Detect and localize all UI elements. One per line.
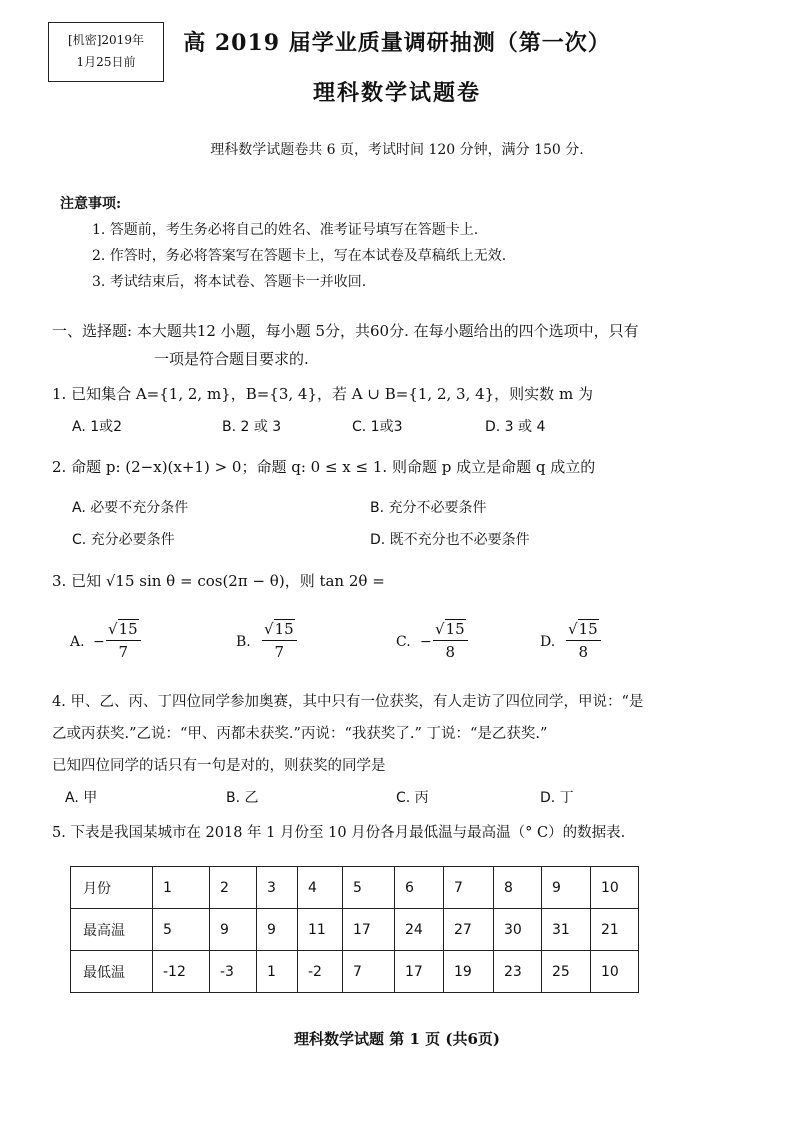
question-3-stem: 3. 已知 √15 sin θ = cos(2π − θ)，则 tan 2θ = [52, 572, 385, 590]
temperature-table [70, 866, 639, 993]
question-2-option-d: D. 既不充分也不必要条件 [370, 532, 530, 548]
question-2-option-c: C. 充分必要条件 [72, 532, 175, 548]
question-3-option-d-fraction: $\frac{√15}{8}$ [566, 620, 601, 661]
exam-info: 理科数学试题卷共 6 页，考试时间 120 分钟，满分 150 分. [210, 142, 584, 158]
question-2-option-b: B. 充分不必要条件 [370, 500, 487, 516]
table-cell: 11 [298, 909, 343, 951]
question-3-option-a-label: A. [70, 634, 85, 650]
question-3-option-d-label: D. [540, 634, 556, 650]
question-5-stem: 5. 下表是我国某城市在 2018 年 1 月份至 10 月份各月最低温与最高温（° C）的数据表. [52, 825, 626, 841]
table-cell: 25 [542, 951, 591, 993]
table-cell: 5 [153, 909, 210, 951]
section-instructions-line-2: 一项是符合题目要求的. [154, 350, 309, 368]
table-cell: -2 [298, 951, 343, 993]
question-3-option-c-radicand: 15 [445, 620, 465, 638]
question-3-option-c-label: C. [396, 634, 411, 650]
question-1-stem: 1. 已知集合 A={1, 2, m}，B={3, 4}，若 A ∪ B={1, 2, 3, 4}，则实数 m 为 [52, 385, 593, 403]
table-cell: 31 [542, 909, 591, 951]
question-3-option-d-denominator: 8 [578, 643, 589, 661]
table-cell: 5 [343, 867, 395, 909]
table-cell: 9 [257, 909, 298, 951]
question-3-option-a-denominator: 7 [118, 643, 129, 661]
table-cell: 8 [494, 867, 542, 909]
question-3-option-b-label: B. [236, 634, 251, 650]
table-row-high [71, 909, 639, 951]
question-4-option-c: C. 丙 [396, 790, 429, 806]
notice-item-1: 1. 答题前，考生务必将自己的姓名、准考证号填写在答题卡上. [92, 222, 479, 238]
table-cell: 1 [257, 951, 298, 993]
table-cell: 4 [298, 867, 343, 909]
question-1-option-d: D. 3 或 4 [485, 419, 546, 435]
notice-item-2: 2. 作答时，务必将答案写在答题卡上，写在本试卷及草稿纸上无效. [92, 248, 507, 264]
table-cell: 24 [395, 909, 444, 951]
question-2-option-a: A. 必要不充分条件 [72, 500, 189, 516]
table-cell: 19 [444, 951, 494, 993]
question-4-line-3: 已知四位同学的话只有一句是对的，则获奖的同学是 [52, 758, 386, 774]
table-cell: 23 [494, 951, 542, 993]
table-cell: 17 [395, 951, 444, 993]
question-1-option-a: A. 1或2 [72, 419, 123, 435]
question-3-option-c-sign: − [420, 634, 432, 650]
question-2-stem: 2. 命题 p: (2−x)(x+1) > 0；命题 q: 0 ≤ x ≤ 1. 则命题 p 成立是命题 q 成立的 [52, 458, 596, 476]
table-row-month [71, 867, 639, 909]
question-4-option-d: D. 丁 [540, 790, 574, 806]
question-3-option-a-radicand: 15 [118, 620, 138, 638]
table-cell: 7 [343, 951, 395, 993]
question-1-option-b: B. 2 或 3 [222, 419, 282, 435]
confidential-line-1: [机密]2019年 [68, 33, 144, 47]
question-3-option-d-radicand: 15 [578, 620, 598, 638]
table-cell: 3 [257, 867, 298, 909]
table-cell: 10 [591, 867, 639, 909]
table-cell: 1 [153, 867, 210, 909]
table-header-low: 最低温 [71, 951, 153, 993]
table-header-high: 最高温 [71, 909, 153, 951]
question-4-option-a: A. 甲 [65, 790, 98, 806]
table-cell: 17 [343, 909, 395, 951]
notice-heading: 注意事项: [60, 196, 122, 212]
question-4-line-2: 乙或丙获奖.”乙说：“甲、丙都未获奖.”丙说：“我获奖了.” 丁说：“是乙获奖.” [52, 726, 548, 742]
exam-title: 高 2019 届学业质量调研抽测（第一次） [183, 30, 611, 56]
table-cell: 10 [591, 951, 639, 993]
question-3-option-a-sign: − [93, 634, 105, 650]
question-3-option-a-fraction: $\frac{√15}{7}$ [106, 620, 141, 661]
table-cell: 9 [210, 909, 257, 951]
table-header-month: 月份 [71, 867, 153, 909]
table-cell: 7 [444, 867, 494, 909]
question-3-option-b-radicand: 15 [274, 620, 294, 638]
table-row-low [71, 951, 639, 993]
table-cell: -3 [210, 951, 257, 993]
table-cell: 27 [444, 909, 494, 951]
question-3-option-c-fraction: $\frac{√15}{8}$ [433, 620, 468, 661]
question-1-option-c: C. 1或3 [352, 419, 403, 435]
question-3-option-b-fraction: $\frac{√15}{7}$ [262, 620, 297, 661]
question-4-line-1: 4. 甲、乙、丙、丁四位同学参加奥赛，其中只有一位获奖，有人走访了四位同学，甲说：“是 [52, 694, 644, 710]
section-instructions-line-1: 一、选择题: 本大题共12 小题，每小题 5分，共60分. 在每小题给出的四个选项中，只有 [52, 322, 639, 340]
notice-item-3: 3. 考试结束后，将本试卷、答题卡一并收回. [92, 274, 367, 290]
table-cell: 21 [591, 909, 639, 951]
exam-subtitle: 理科数学试题卷 [312, 80, 481, 106]
table-cell: 9 [542, 867, 591, 909]
question-3-option-c-denominator: 8 [445, 643, 456, 661]
table-cell: 30 [494, 909, 542, 951]
table-cell: 6 [395, 867, 444, 909]
page-footer: 理科数学试题 第 1 页 (共6页) [294, 1030, 500, 1048]
table-cell: -12 [153, 951, 210, 993]
question-4-option-b: B. 乙 [226, 790, 259, 806]
confidential-line-2: 1月25日前 [76, 55, 136, 69]
question-3-option-b-denominator: 7 [274, 643, 285, 661]
table-cell: 2 [210, 867, 257, 909]
